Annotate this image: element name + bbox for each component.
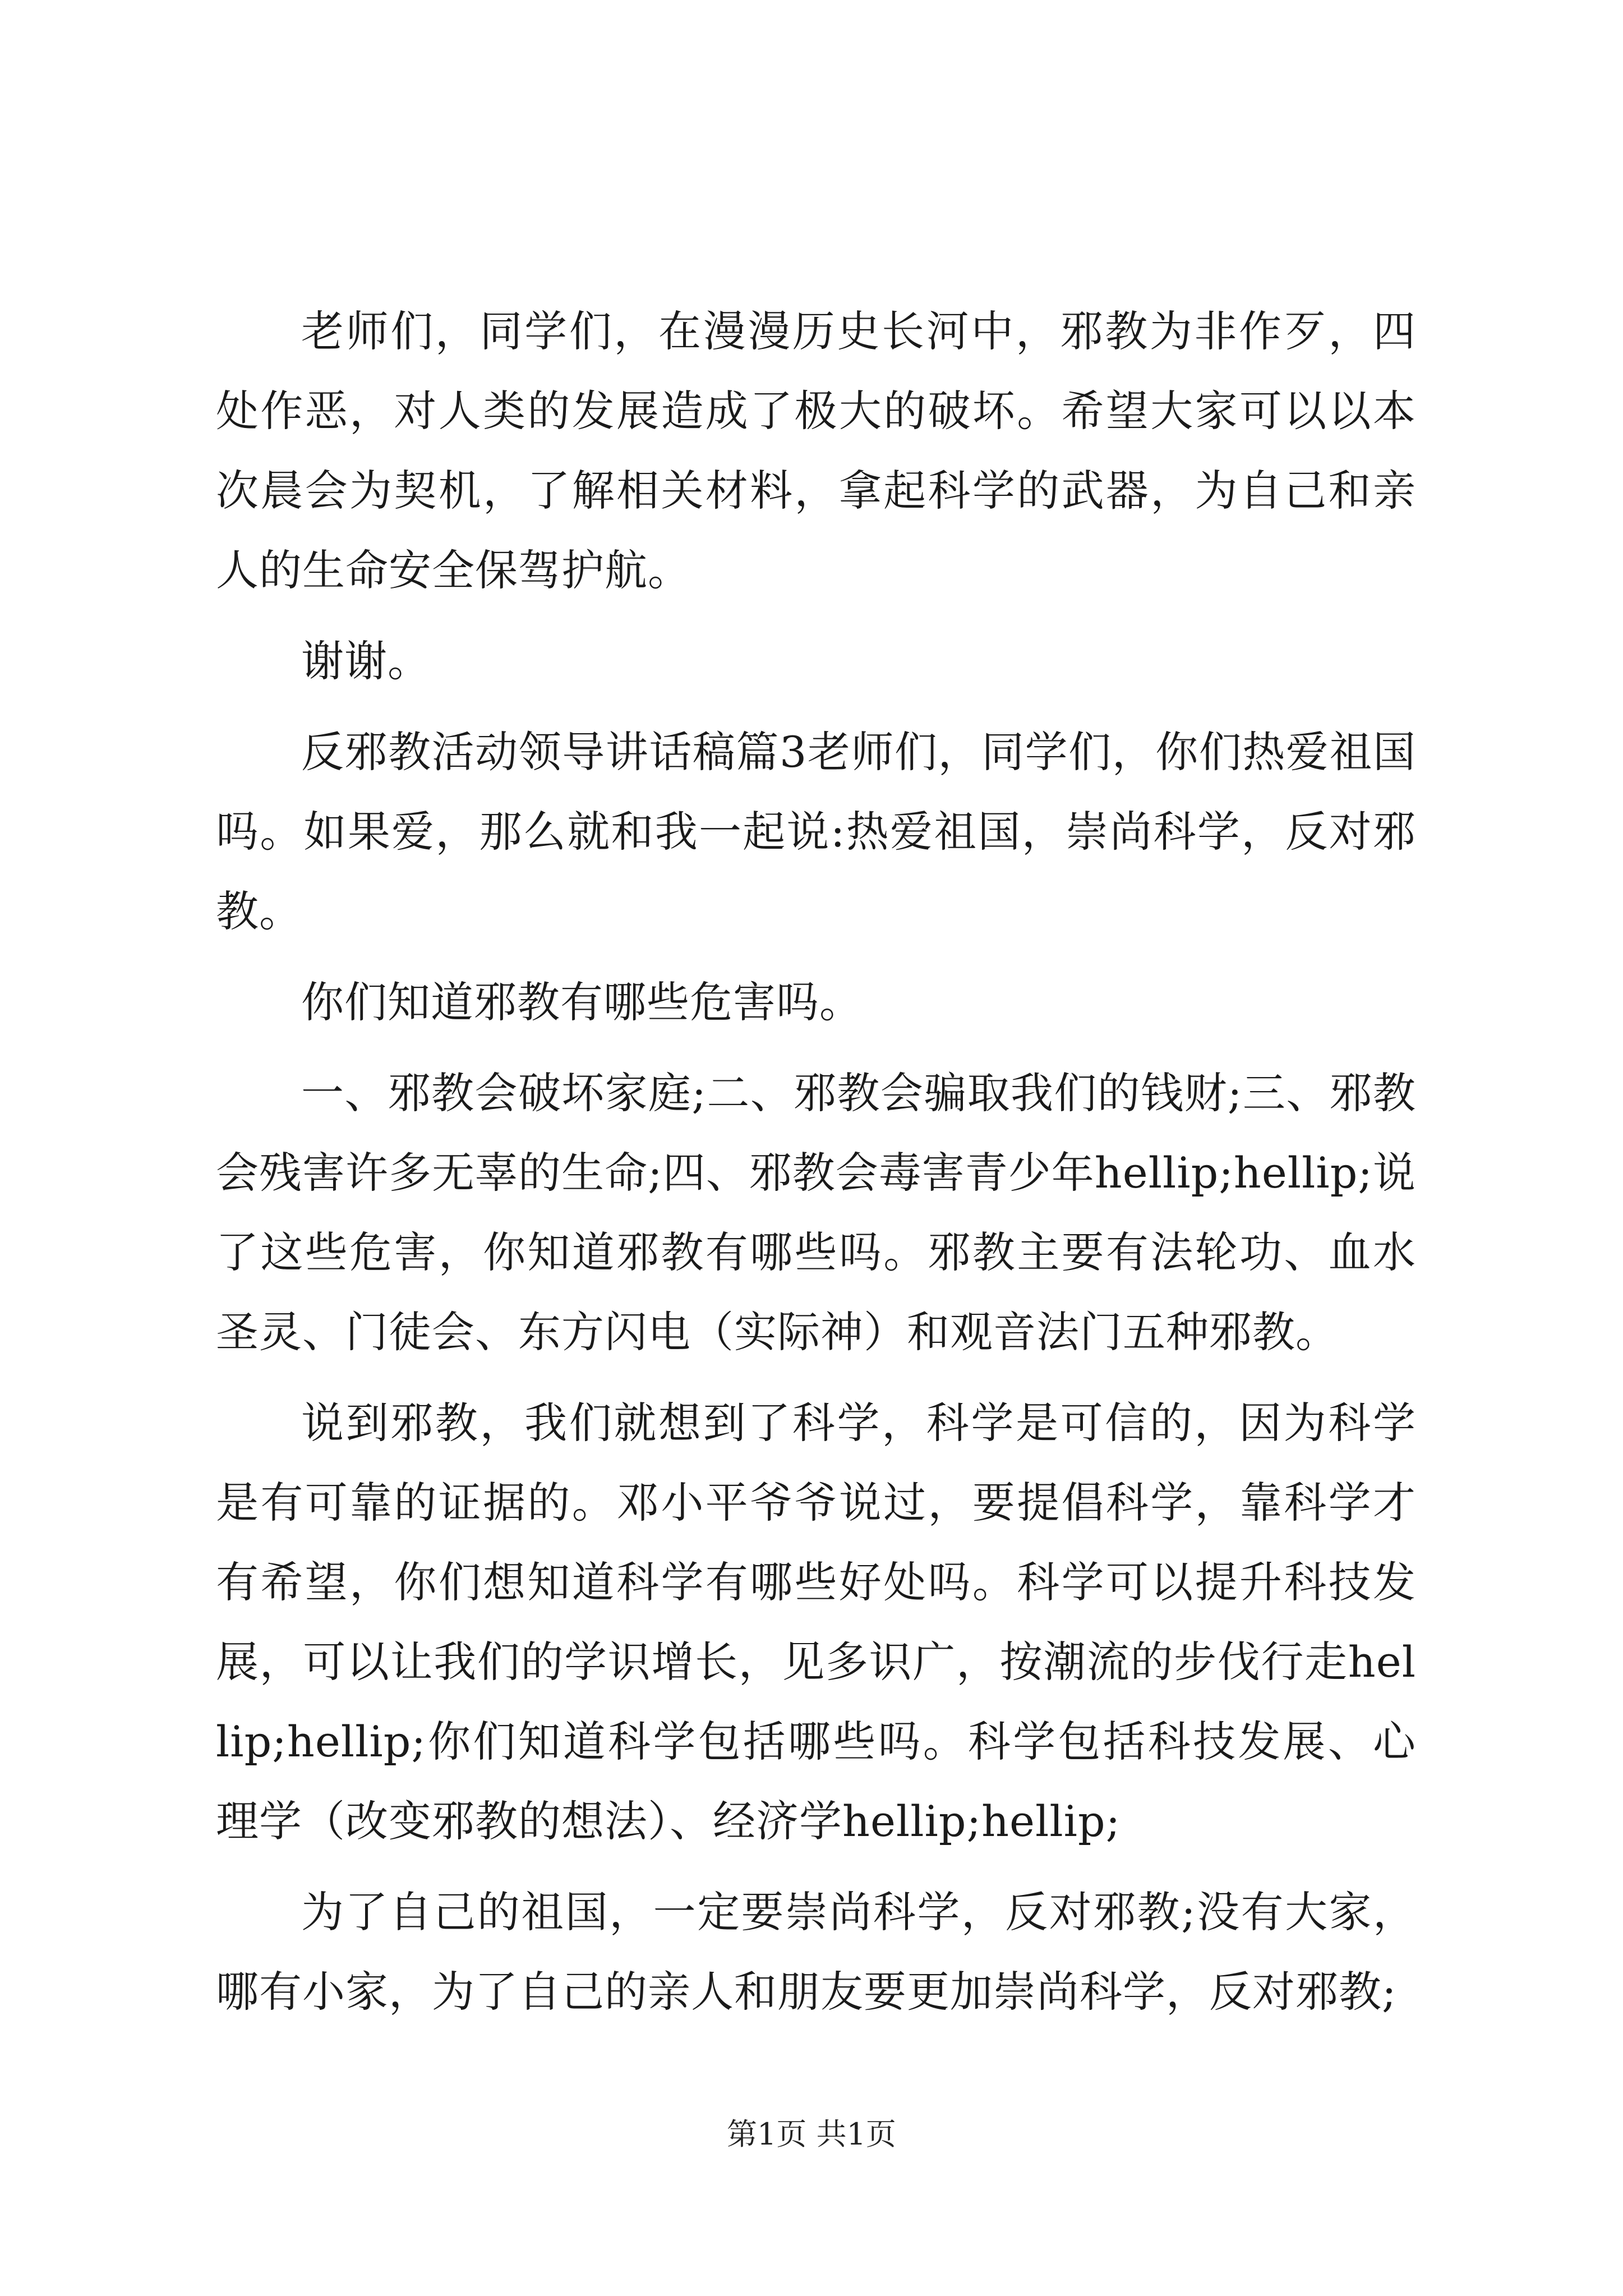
- paragraph: 你们知道邪教有哪些危害吗。: [301, 977, 863, 1027]
- paragraph: 老师们，同学们，在漫漫历史长河中，邪教为非作歹，四处作恶，对人类的发展造成了极大的破坏。希望大家可以以本次晨会为契机，了解相关材料，拿起科学的武器，为自己和亲人的生命安全保驾护航。: [216, 306, 1416, 595]
- page-footer: 第1页 共1页: [727, 2116, 896, 2152]
- document-body: [216, 292, 1416, 2043]
- paragraph: 为了自己的祖国，一定要崇尚科学，反对邪教;没有大家，哪有小家，为了自己的亲人和朋友要更加崇尚科学，反对邪教;: [216, 1887, 1416, 2017]
- paragraph: 谢谢。: [301, 636, 431, 686]
- paragraph: 说到邪教，我们就想到了科学，科学是可信的，因为科学是有可靠的证据的。邓小平爷爷说过，要提倡科学，靠科学才有希望，你们想知道科学有哪些好处吗。科学可以提升科技发展，可以让我们的学识增长，见多识广，按潮流的步伐行走hellip;hellip;你们知道科学包括哪些吗。科学包括科技发展、心理学（改变邪教的想法）、经济学hellip;hellip;: [216, 1398, 1416, 1846]
- paragraph: 反邪教活动领导讲话稿篇3老师们，同学们，你们热爱祖国吗。如果爱，那么就和我一起说:热爱祖国，崇尚科学，反对邪教。: [216, 727, 1416, 936]
- paragraph: 一、邪教会破坏家庭;二、邪教会骗取我们的钱财;三、邪教会残害许多无辜的生命;四、邪教会毒害青少年hellip;hellip;说了这些危害，你知道邪教有哪些吗。邪教主要有法轮功、血水圣灵、门徒会、东方闪电（实际神）和观音法门五种邪教。: [216, 1068, 1416, 1357]
